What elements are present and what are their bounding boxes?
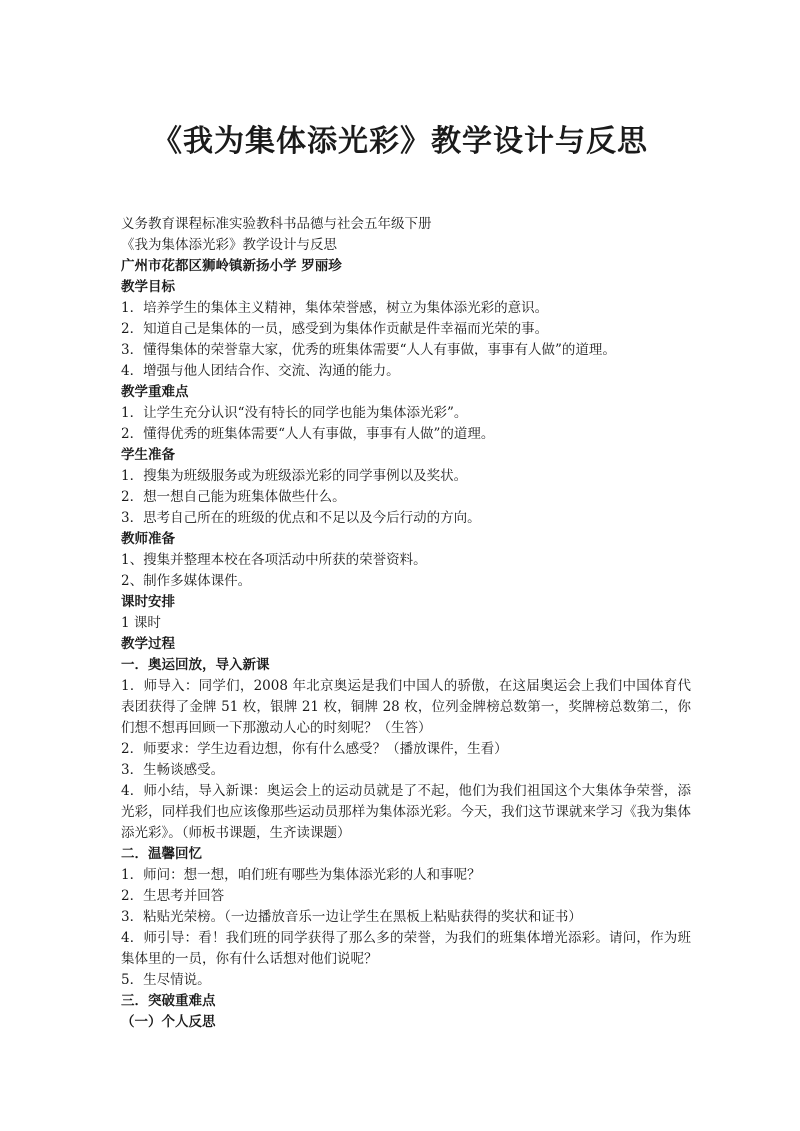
schedule-heading: 课时安排 [121, 594, 175, 610]
key-points-item: 2．懂得优秀的班集体需要“人人有事做，事事有人做”的道理。 [121, 426, 495, 442]
process-heading: 教学过程 [121, 636, 175, 652]
goals-item: 4．增强与他人团结合作、交流、沟通的能力。 [121, 363, 400, 379]
schedule-value: 1 课时 [121, 615, 161, 631]
part1-heading: 一．奥运回放，导入新课 [121, 657, 270, 673]
part3-heading: 三．突破重难点 [121, 993, 216, 1009]
goals-item: 1．培养学生的集体主义精神，集体荣誉感，树立为集体添光彩的意识。 [121, 300, 549, 316]
goals-heading: 教学目标 [121, 279, 175, 295]
part2-heading: 二．温馨回忆 [121, 846, 202, 862]
header-line-1: 义务教育课程标准实验教科书品德与社会五年级下册 [121, 216, 432, 232]
student-prep-item: 1．搜集为班级服务或为班级添光彩的同学事例以及奖状。 [121, 468, 468, 484]
part2-item: 3．粘贴光荣榜。（一边播放音乐一边让学生在黑板上粘贴获得的奖状和证书） [121, 909, 582, 925]
part1-item: 1．师导入：同学们，2008 年北京奥运是我们中国人的骄傲，在这届奥运会上我们中国体育代表团获得了金牌 51 枚，银牌 21 枚，铜牌 28 枚，位列金牌榜总数第一，奖牌榜总数第二，你们想不想再回顾一下那激动人心的时刻呢？（生答） [121, 678, 691, 736]
teacher-prep-item: 1、搜集并整理本校在各项活动中所获的荣誉资料。 [121, 552, 427, 568]
teacher-prep-item: 2、制作多媒体课件。 [121, 573, 252, 589]
key-points-item: 1．让学生充分认识“没有特长的同学也能为集体添光彩”。 [121, 405, 468, 421]
student-prep-item: 3．思考自己所在的班级的优点和不足以及今后行动的方向。 [121, 510, 481, 526]
part2-item: 4．师引导：看！我们班的同学获得了那么多的荣誉，为我们的班集体增光添彩。请问，作为班集体里的一员，你有什么话想对他们说呢？ [121, 930, 691, 967]
student-prep-heading: 学生准备 [121, 447, 175, 463]
part1-item: 3．生畅谈感受。 [121, 762, 225, 778]
goals-item: 2．知道自己是集体的一员，感受到为集体作贡献是件幸福而光荣的事。 [121, 321, 549, 337]
teacher-prep-heading: 教师准备 [121, 531, 175, 547]
author-line: 广州市花都区狮岭镇新扬小学 罗丽珍 [121, 258, 342, 274]
goals-item: 3．懂得集体的荣誉靠大家，优秀的班集体需要“人人有事做，事事有人做”的道理。 [121, 342, 616, 358]
student-prep-item: 2．想一想自己能为班集体做些什么。 [121, 489, 346, 505]
part1-item: 2．师要求：学生边看边想，你有什么感受？（播放课件，生看） [121, 741, 508, 757]
part2-item: 5．生尽情说。 [121, 972, 211, 988]
part2-item: 1．师问：想一想，咱们班有哪些为集体添光彩的人和事呢？ [121, 867, 481, 883]
part3-sub-heading: （一）个人反思 [121, 1014, 216, 1030]
part1-item: 4．师小结，导入新课：奥运会上的运动员就是了不起，他们为我们祖国这个大集体争荣誉，添光彩，同样我们也应该像那些运动员那样为集体添光彩。今天，我们这节课就来学习《我为集体添光彩》。（师板书课题，生齐读课题） [121, 783, 691, 841]
key-points-heading: 教学重难点 [121, 384, 189, 400]
part2-item: 2．生思考并回答 [121, 888, 225, 904]
header-line-2: 《我为集体添光彩》教学设计与反思 [121, 237, 337, 253]
document-title: 《我为集体添光彩》教学设计与反思 [152, 124, 648, 159]
document-body [121, 214, 691, 1033]
